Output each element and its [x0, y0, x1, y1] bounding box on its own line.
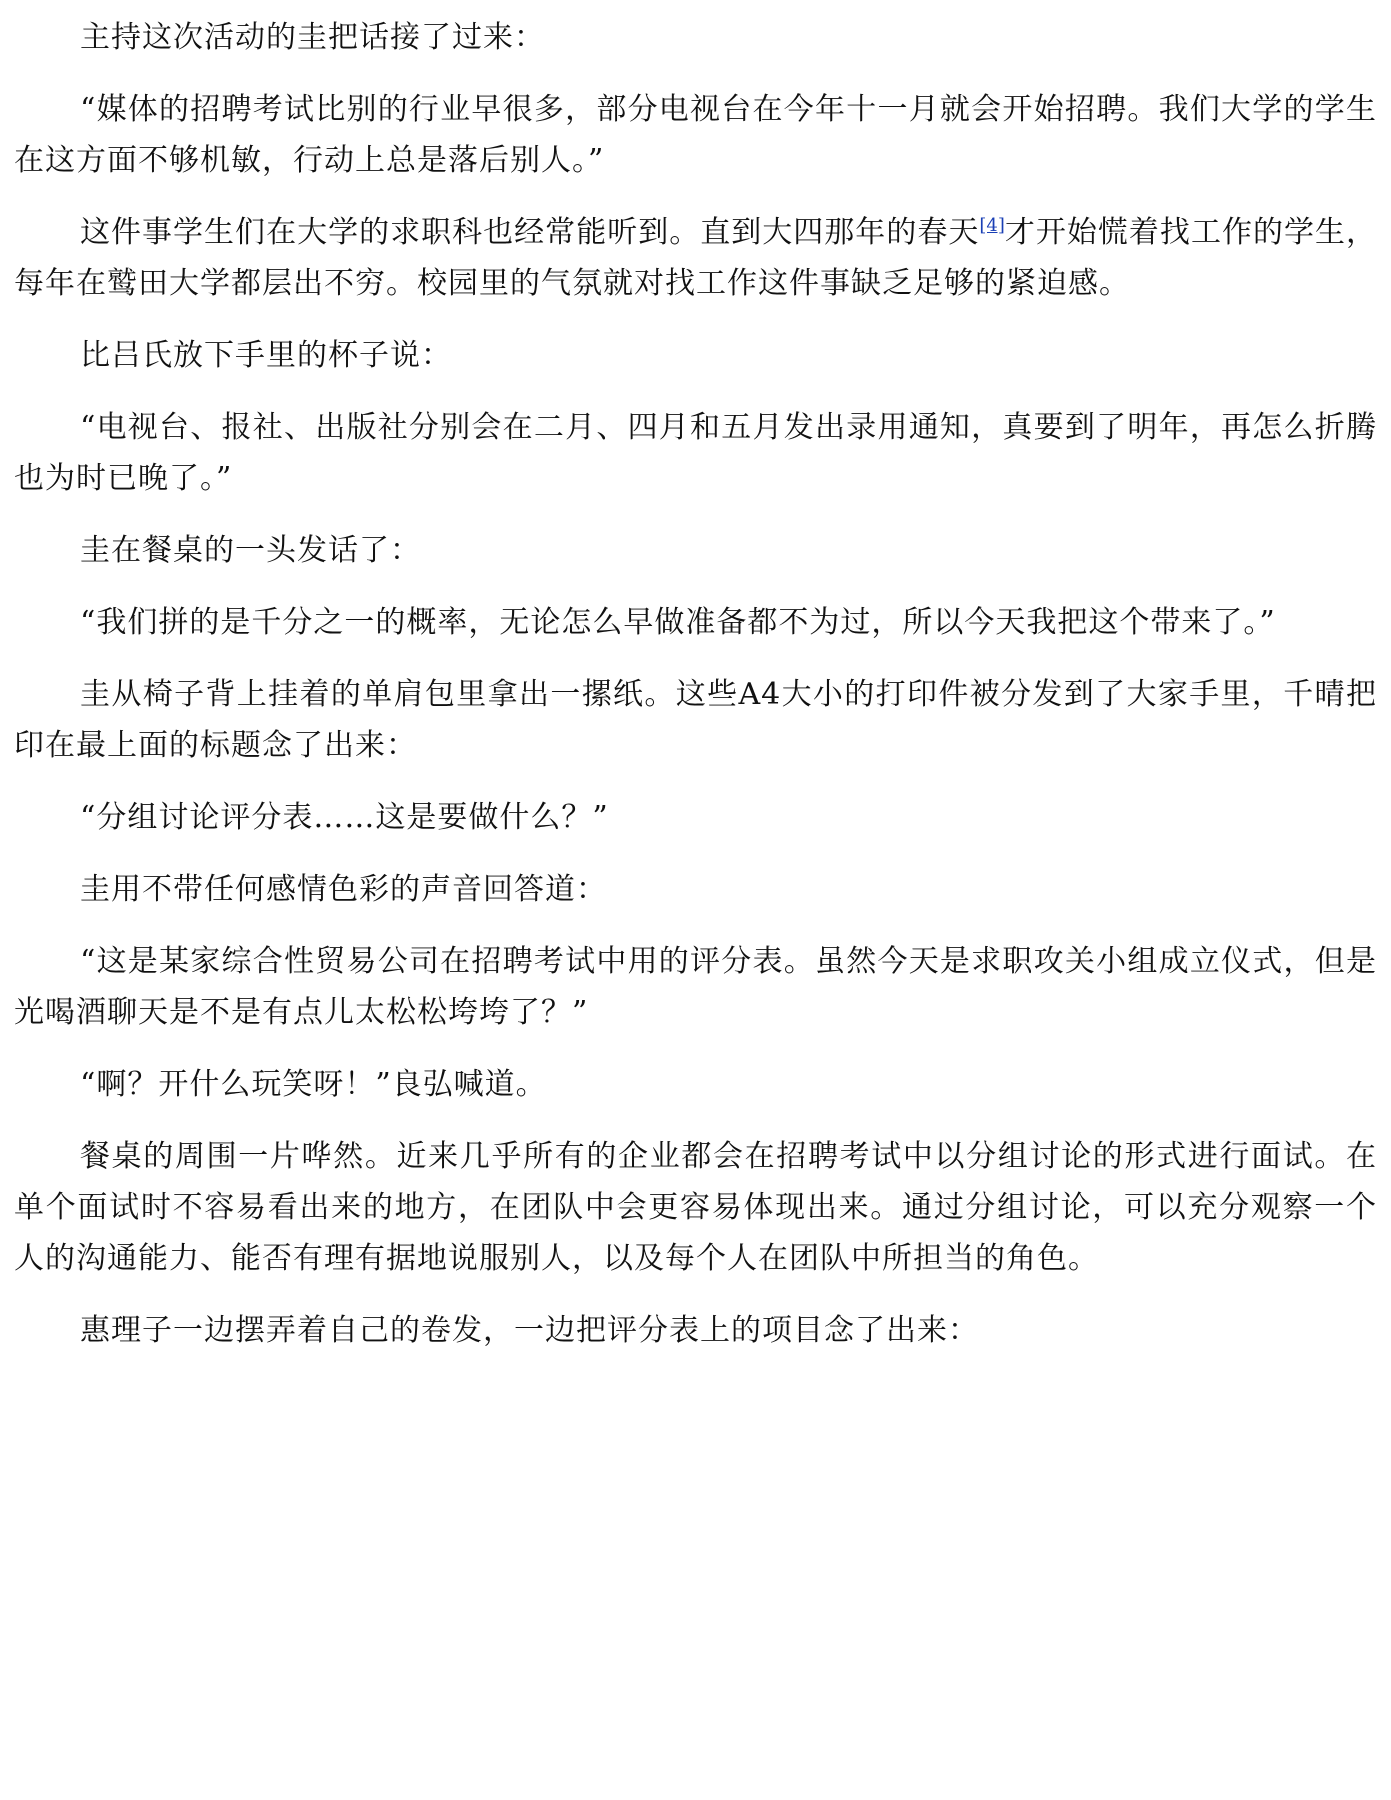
paragraph — [14, 207, 1377, 309]
paragraph-text: 才开始慌着找工作的学生，每年在鹫田大学都层出不穷。校园里的气氛就对找工作这件事缺乏足够的紧迫感。 — [14, 215, 1378, 301]
paragraph: “我们拼的是千分之一的概率，无论怎么早做准备都不为过，所以今天我把这个带来了。” — [80, 605, 1276, 640]
paragraph: 圭从椅子背上挂着的单肩包里拿出一摞纸。这些A4大小的打印件被分发到了大家手里，千晴把印在最上面的标题念了出来： — [14, 677, 1377, 763]
paragraph: 比吕氏放下手里的杯子说： — [80, 338, 452, 373]
paragraph: “媒体的招聘考试比别的行业早很多，部分电视台在今年十一月就会开始招聘。我们大学的学生在这方面不够机敏，行动上总是落后别人。” — [14, 92, 1377, 178]
paragraph: “电视台、报社、出版社分别会在二月、四月和五月发出录用通知，真要到了明年，再怎么折腾也为时已晚了。” — [14, 410, 1377, 496]
paragraph-text: 这件事学生们在大学的求职科也经常能听到。直到大四那年的春天 — [80, 215, 980, 250]
paragraph: 圭在餐桌的一头发话了： — [80, 533, 421, 568]
footnote-link[interactable]: [4] — [979, 215, 1005, 236]
paragraph: “啊？开什么玩笑呀！”良弘喊道。 — [80, 1067, 547, 1102]
paragraph: 惠理子一边摆弄着自己的卷发，一边把评分表上的项目念了出来： — [80, 1313, 979, 1348]
paragraph: “这是某家综合性贸易公司在招聘考试中用的评分表。虽然今天是求职攻关小组成立仪式，但是光喝酒聊天是不是有点儿太松松垮垮了？” — [14, 944, 1377, 1030]
paragraph: 圭用不带任何感情色彩的声音回答道： — [80, 872, 607, 907]
paragraph: “分组讨论评分表……这是要做什么？” — [80, 800, 609, 835]
paragraph: 餐桌的周围一片哗然。近来几乎所有的企业都会在招聘考试中以分组讨论的形式进行面试。在单个面试时不容易看出来的地方，在团队中会更容易体现出来。通过分组讨论，可以充分观察一个人的沟通能力、能否有理有据地说服别人，以及每个人在团队中所担当的角色。 — [14, 1139, 1377, 1276]
paragraph: 主持这次活动的圭把话接了过来： — [80, 20, 545, 55]
